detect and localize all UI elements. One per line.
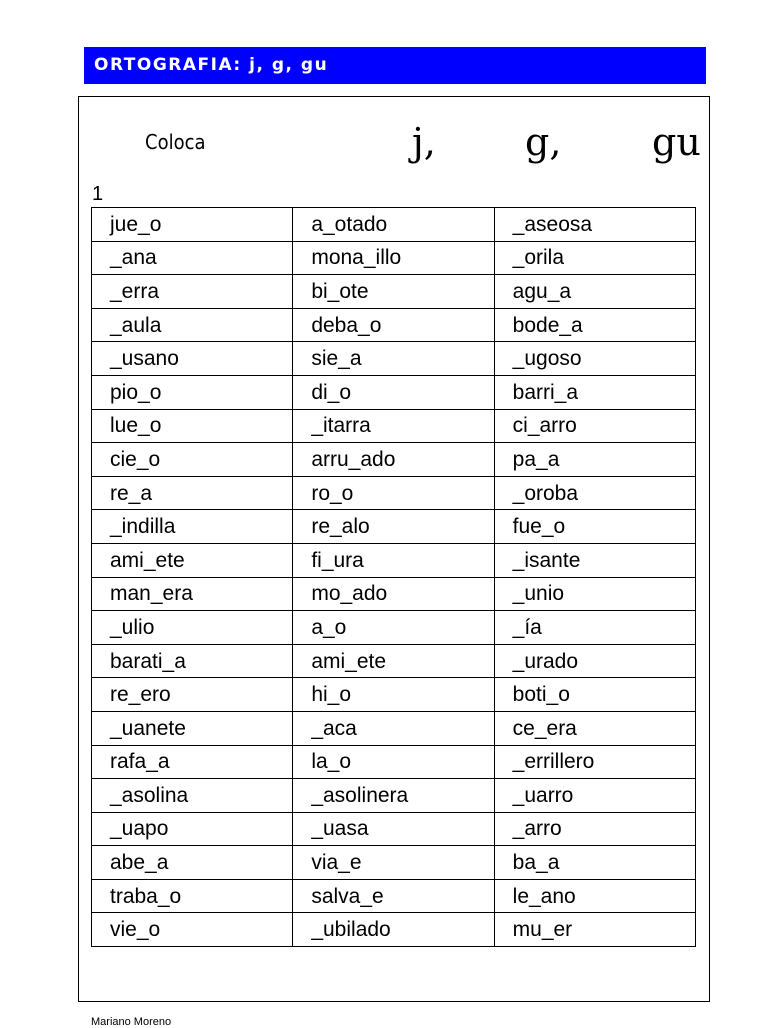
table-row bbox=[92, 308, 696, 342]
word-cell: _errillero bbox=[494, 745, 695, 779]
word-cell: agu_a bbox=[494, 275, 695, 309]
table-row bbox=[92, 443, 696, 477]
word-cell: _asolina bbox=[92, 779, 293, 813]
word-cell: boti_o bbox=[494, 678, 695, 712]
exercise-number: 1 bbox=[92, 183, 104, 205]
word-cell: _aseosa bbox=[494, 208, 695, 242]
table-row bbox=[92, 846, 696, 880]
word-cell: ba_a bbox=[494, 846, 695, 880]
word-cell: man_era bbox=[92, 577, 293, 611]
word-cell: _asolinera bbox=[293, 779, 494, 813]
word-cell: ci_arro bbox=[494, 409, 695, 443]
word-cell: a_otado bbox=[293, 208, 494, 242]
word-cell: re_ero bbox=[92, 678, 293, 712]
table-row bbox=[92, 342, 696, 376]
word-cell: _urado bbox=[494, 644, 695, 678]
word-cell: hi_o bbox=[293, 678, 494, 712]
worksheet-title-bar bbox=[84, 47, 706, 84]
word-cell: _unio bbox=[494, 577, 695, 611]
word-cell: cie_o bbox=[92, 443, 293, 477]
word-cell: _usano bbox=[92, 342, 293, 376]
word-cell: arru_ado bbox=[293, 443, 494, 477]
letter-option-g: g, bbox=[525, 120, 562, 164]
table-row bbox=[92, 812, 696, 846]
table-row bbox=[92, 913, 696, 947]
instruction-label: Coloca bbox=[145, 130, 206, 154]
word-cell: ce_era bbox=[494, 711, 695, 745]
word-cell: fi_ura bbox=[293, 543, 494, 577]
table-row bbox=[92, 611, 696, 645]
word-cell: _uasa bbox=[293, 812, 494, 846]
word-cell: ami_ete bbox=[293, 644, 494, 678]
table-row bbox=[92, 375, 696, 409]
table-row bbox=[92, 779, 696, 813]
letter-option-gu: gu bbox=[652, 120, 701, 164]
word-cell: fue_o bbox=[494, 510, 695, 544]
worksheet-title: ORTOGRAFIA: j, g, gu bbox=[94, 55, 329, 75]
word-cell: ami_ete bbox=[92, 543, 293, 577]
word-cell: _itarra bbox=[293, 409, 494, 443]
table-row bbox=[92, 476, 696, 510]
word-cell: bode_a bbox=[494, 308, 695, 342]
word-cell: deba_o bbox=[293, 308, 494, 342]
word-cell: barati_a bbox=[92, 644, 293, 678]
word-cell: mo_ado bbox=[293, 577, 494, 611]
table-row bbox=[92, 745, 696, 779]
table-row bbox=[92, 275, 696, 309]
word-cell: _arro bbox=[494, 812, 695, 846]
word-cell: pio_o bbox=[92, 375, 293, 409]
word-cell: jue_o bbox=[92, 208, 293, 242]
word-cell: via_e bbox=[293, 846, 494, 880]
word-cell: _oroba bbox=[494, 476, 695, 510]
word-cell: _isante bbox=[494, 543, 695, 577]
table-row bbox=[92, 510, 696, 544]
table-row bbox=[92, 879, 696, 913]
footer-author: Mariano Moreno bbox=[91, 1016, 172, 1028]
word-cell: mona_illo bbox=[293, 241, 494, 275]
word-table bbox=[91, 207, 696, 947]
table-row bbox=[92, 678, 696, 712]
word-cell: traba_o bbox=[92, 879, 293, 913]
word-cell: mu_er bbox=[494, 913, 695, 947]
table-row bbox=[92, 241, 696, 275]
word-cell: _aula bbox=[92, 308, 293, 342]
table-row bbox=[92, 711, 696, 745]
table-row bbox=[92, 543, 696, 577]
word-cell: _ubilado bbox=[293, 913, 494, 947]
letter-option-j: j, bbox=[412, 120, 436, 164]
word-cell: _ía bbox=[494, 611, 695, 645]
word-cell: _ulio bbox=[92, 611, 293, 645]
word-cell: salva_e bbox=[293, 879, 494, 913]
word-cell: la_o bbox=[293, 745, 494, 779]
word-cell: _uarro bbox=[494, 779, 695, 813]
word-cell: di_o bbox=[293, 375, 494, 409]
word-cell: barri_a bbox=[494, 375, 695, 409]
word-cell: ro_o bbox=[293, 476, 494, 510]
word-cell: _ugoso bbox=[494, 342, 695, 376]
word-cell: pa_a bbox=[494, 443, 695, 477]
word-cell: _erra bbox=[92, 275, 293, 309]
table-row bbox=[92, 577, 696, 611]
word-cell: lue_o bbox=[92, 409, 293, 443]
table-row bbox=[92, 409, 696, 443]
word-cell: re_alo bbox=[293, 510, 494, 544]
word-cell: a_o bbox=[293, 611, 494, 645]
word-cell: _ana bbox=[92, 241, 293, 275]
word-cell: _uapo bbox=[92, 812, 293, 846]
word-cell: re_a bbox=[92, 476, 293, 510]
word-cell: le_ano bbox=[494, 879, 695, 913]
word-cell: _indilla bbox=[92, 510, 293, 544]
word-cell: rafa_a bbox=[92, 745, 293, 779]
word-cell: abe_a bbox=[92, 846, 293, 880]
word-cell: sie_a bbox=[293, 342, 494, 376]
word-cell: _uanete bbox=[92, 711, 293, 745]
word-cell: _aca bbox=[293, 711, 494, 745]
table-row bbox=[92, 208, 696, 242]
word-cell: vie_o bbox=[92, 913, 293, 947]
word-cell: _orila bbox=[494, 241, 695, 275]
table-row bbox=[92, 644, 696, 678]
word-cell: bi_ote bbox=[293, 275, 494, 309]
